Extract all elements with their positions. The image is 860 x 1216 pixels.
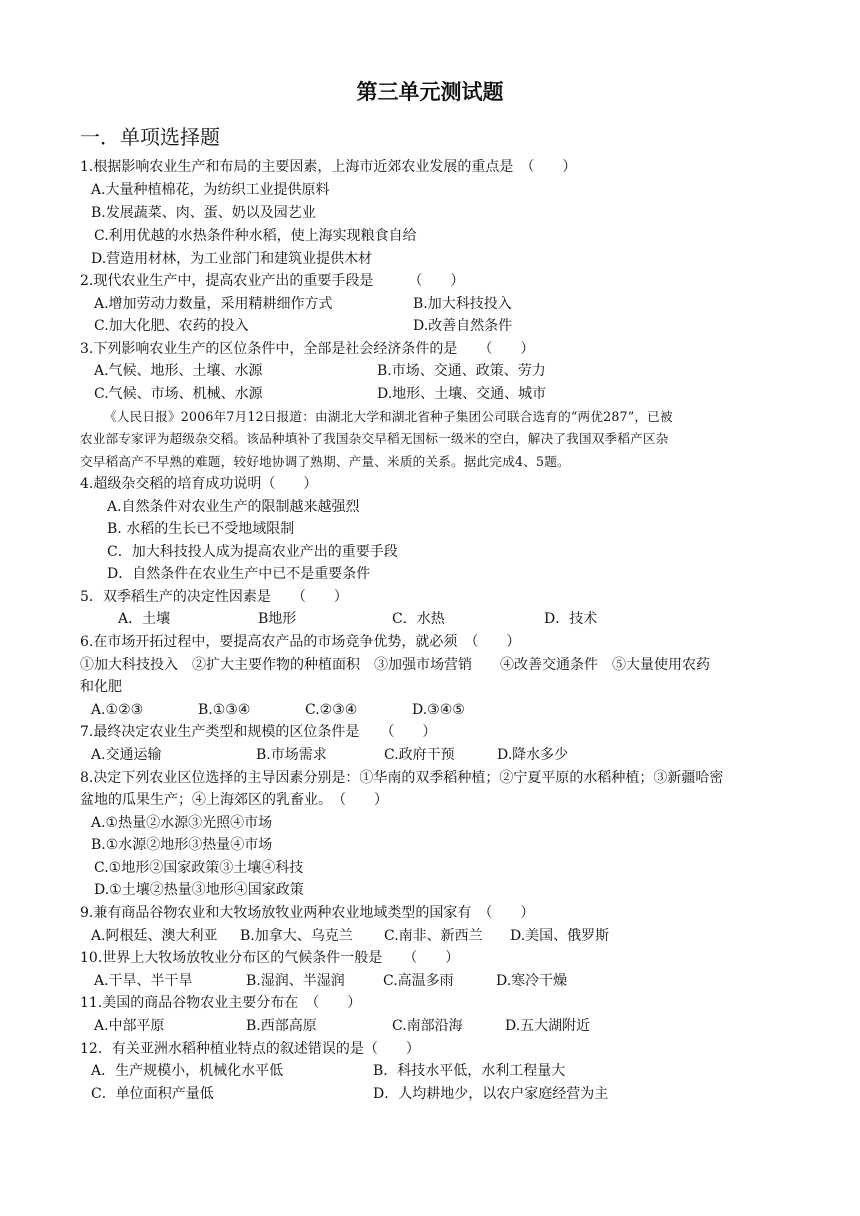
question-5-stem: 5．双季稻生产的决定性因素是 （ ） <box>80 589 348 605</box>
question-11-option-d: D.五大湖附近 <box>505 1018 591 1034</box>
question-8-option-c: C.①地形②国家政策③土壤④科技 <box>94 860 304 876</box>
question-9-option-b: B.加拿大、乌克兰 <box>240 928 353 944</box>
question-5-option-c: C．水热 <box>392 611 445 627</box>
question-3-option-c: C.气候、市场、机械、水源 <box>94 386 263 402</box>
question-12-stem: 12．有关亚洲水稻种植业特点的叙述错误的是（ ） <box>80 1041 420 1057</box>
question-11-stem: 11.美国的商品谷物农业主要分布在 （ ） <box>80 995 362 1011</box>
section-heading: 一．单项选择题 <box>80 125 220 149</box>
question-1-option-d: D.营造用材林，为工业部门和建筑业提供木材 <box>91 251 373 267</box>
question-9-option-c: C.南非、新西兰 <box>384 928 483 944</box>
question-12-option-c: C．单位面积产量低 <box>91 1086 214 1102</box>
question-1-option-b: B.发展蔬菜、肉、蛋、奶以及园艺业 <box>91 205 316 221</box>
question-3-option-d: D.地形、土壤、交通、城市 <box>377 386 547 402</box>
question-8-stem: 8.决定下列农业区位选择的主导因素分别是：①华南的双季稻种植；②宁夏平原的水稻种植；③新疆哈密 <box>80 770 724 786</box>
question-6-stem: 6.在市场开拓过程中，要提高农产品的市场竞争优势，就必须 （ ） <box>80 634 521 650</box>
question-6-line-3: 和化肥 <box>80 679 122 695</box>
question-4-option-c: C．加大科技投人成为提高农业产出的重要手段 <box>107 544 398 560</box>
question-10-option-d: D.寒冷干燥 <box>496 973 568 989</box>
question-1-option-a: A.大量种植棉花，为纺织工业提供原料 <box>91 182 330 198</box>
question-6-line-2: ①加大科技投入 ②扩大主要作物的种植面积 ③加强市场营销 ④改善交通条件 ⑤大量使用农药 <box>80 657 710 673</box>
question-12-option-a: A．生产规模小，机械化水平低 <box>91 1063 284 1079</box>
question-8-option-d: D.①土壤②热量③地形④国家政策 <box>94 882 304 898</box>
question-3-option-b: B.市场、交通、政策、劳力 <box>377 363 546 379</box>
question-2-option-a: A.增加劳动力数量，采用精耕细作方式 <box>94 296 333 312</box>
question-6-option-c: C.②③④ <box>305 702 358 718</box>
question-7-option-d: D.降水多少 <box>497 747 569 763</box>
question-1-stem: 1.根据影响农业生产和布局的主要因素，上海市近郊农业发展的重点是 （ ） <box>80 159 577 175</box>
passage-line-1: 《人民日报》2006年7月12日报道：由湖北大学和湖北省种子集团公司联合选育的“两优287”，已被 <box>104 409 673 424</box>
question-6-option-d: D.③④⑤ <box>412 702 465 718</box>
question-9-option-d: D.美国、俄罗斯 <box>510 928 610 944</box>
question-8-option-b: B.①水源②地形③热量④市场 <box>91 837 273 853</box>
question-11-option-b: B.西部高原 <box>246 1018 317 1034</box>
question-8-line-2: 盆地的瓜果生产；④上海郊区的乳畜业。 （ ） <box>80 792 388 808</box>
question-4-option-d: D．自然条件在农业生产中已不是重要条件 <box>107 566 371 582</box>
question-11-option-c: C.南部沿海 <box>392 1018 463 1034</box>
passage-line-2: 农业部专家评为超级杂交稻。该品种填补了我国杂交早稻无国标一级米的空白，解决了我国双季稻产区杂 <box>80 431 669 446</box>
question-10-option-a: A.干旱、半干旱 <box>94 973 193 989</box>
question-10-option-b: B.湿润、半湿润 <box>246 973 345 989</box>
page-title: 第三单元测试题 <box>356 80 504 104</box>
question-6-option-a: A.①②③ <box>91 702 144 718</box>
question-4-option-a: A.自然条件对农业生产的限制越来越强烈 <box>107 499 360 515</box>
question-3-stem: 3.下列影响农业生产的区位条件中，全部是社会经济条件的是 （ ） <box>80 341 535 357</box>
question-4-stem: 4.超级杂交稻的培育成功说明（ ） <box>80 476 318 492</box>
question-2-option-b: B.加大科技投入 <box>413 296 512 312</box>
question-5-option-a: A．土壤 <box>118 611 171 627</box>
question-7-option-a: A.交通运输 <box>91 747 162 763</box>
question-4-option-b: B. 水稻的生长已不受地域限制 <box>107 521 295 537</box>
question-2-stem: 2.现代农业生产中，提高农业产出的重要手段是 （ ） <box>80 273 465 289</box>
question-7-option-b: B.市场需求 <box>256 747 327 763</box>
question-1-option-c: C.利用优越的水热条件种水稻，使上海实现粮食自给 <box>94 228 417 244</box>
question-8-option-a: A.①热量②水源③光照④市场 <box>91 815 273 831</box>
question-5-option-b: B地形 <box>258 611 297 627</box>
question-5-option-d: D．技术 <box>544 611 598 627</box>
question-10-option-c: C.高温多雨 <box>383 973 454 989</box>
question-9-option-a: A.阿根廷、澳大利亚 <box>91 928 218 944</box>
question-9-stem: 9.兼有商品谷物农业和大牧场放牧业两种农业地域类型的国家有 （ ） <box>80 905 535 921</box>
question-6-option-b: B.①③④ <box>198 702 251 718</box>
question-3-option-a: A.气候、地形、土壤、水源 <box>94 363 263 379</box>
question-10-stem: 10.世界上大牧场放牧业分布区的气候条件一般是 （ ） <box>80 950 460 966</box>
question-12-option-b: B．科技水平低，水利工程量大 <box>373 1063 566 1079</box>
question-11-option-a: A.中部平原 <box>94 1018 165 1034</box>
question-7-option-c: C.政府干预 <box>384 747 455 763</box>
question-2-option-c: C.加大化肥、农药的投入 <box>94 318 249 334</box>
passage-line-3: 交早稻高产不早熟的难题，较好地协调了熟期、产量、米质的关系。据此完成4、5题。 <box>80 454 570 469</box>
question-7-stem: 7.最终决定农业生产类型和规模的区位条件是 （ ） <box>80 724 437 740</box>
question-2-option-d: D.改善自然条件 <box>413 318 513 334</box>
question-12-option-d: D．人均耕地少，以农户家庭经营为主 <box>373 1086 609 1102</box>
